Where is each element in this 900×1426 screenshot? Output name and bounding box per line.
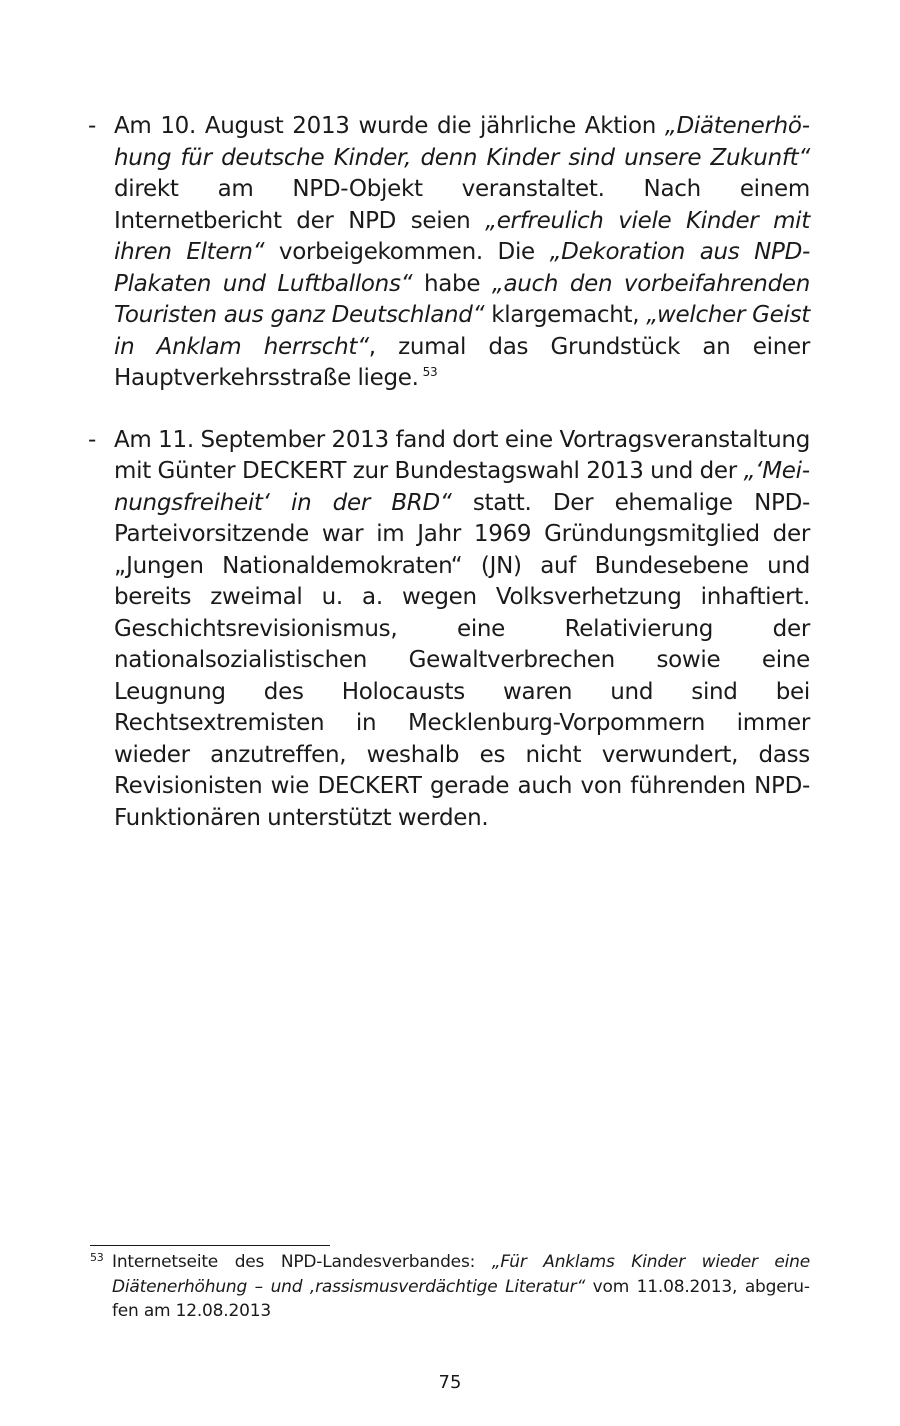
text-run: vorbeigekommen. Die xyxy=(264,239,550,265)
quote-run: „Diätenerhöhung für deutsche Kinder, denn Kinder sind unsere Zukunft“ xyxy=(114,113,810,171)
bullet-1-text xyxy=(114,113,810,391)
text-run: statt. Der ehemalige NPD-Parteivorsitzende war im Jahr 1969 Gründungsmitglied der „Jungen Nationaldemokraten“ (JN) auf Bundesebene und bereits zweimal u. a. wegen Volksverhetzung inhaftiert. Geschichtsrevisionismus, eine Relativierung der nationalsozialistischen Gewaltverbrechen sowie eine Leugnung des Holocausts waren und sind bei Rechtsextremisten in Mecklenburg-Vorpommern immer wieder anzutreffen, weshalb es nicht verwundert, dass Revisionisten wie DECKERT gerade auch von führenden NPD-Funktionären unterstützt werden. xyxy=(114,489,810,831)
quote-run: „erfreulich viele Kinder mit ihren Eltern“ xyxy=(114,207,810,265)
text-run: vom 11.08.2013, abgerufen am 12.08.2013 xyxy=(112,1276,810,1321)
text-run: direkt am NPD-Objekt veranstaltet. Nach einem Internetbericht der NPD seien xyxy=(114,176,810,234)
text-run: klargemacht, xyxy=(484,302,647,328)
bullet-marker: - xyxy=(88,113,96,139)
footnote-reference-53[interactable]: 53 xyxy=(422,365,438,379)
text-run: habe xyxy=(412,270,492,297)
quote-run: „auch den vorbeifahrenden Touristen aus ganz Deutschland“ xyxy=(114,270,810,328)
text-run: Am 11. September 2013 fand dort eine Vortragsveranstaltung mit Günter DECKERT zur Bundestagswahl 2013 und der xyxy=(114,426,810,484)
quote-run: „Dekoration aus NPD-Plakaten und Luftballons“ xyxy=(114,239,811,297)
bullet-item-2 xyxy=(88,425,810,835)
page-number: 75 xyxy=(438,1372,462,1393)
footnote-text xyxy=(112,1252,810,1321)
quote-run: „welcher Geist in Anklam herrscht“ xyxy=(114,302,810,360)
bullet-marker: - xyxy=(88,426,96,453)
quote-run: „‘Meinungsfreiheit‘ in der BRD“ xyxy=(114,458,810,516)
bullet-list xyxy=(88,111,810,864)
footnote-number: 53 xyxy=(90,1251,104,1264)
text-run: , zumal das Grundstück an einer Hauptverkehrsstraße liege. xyxy=(114,333,810,391)
text-run: Am 10. August 2013 wurde die jährliche Aktion xyxy=(114,113,665,139)
footnote-53 xyxy=(90,1250,810,1324)
quote-run: „Für Anklams Kinder wieder eine Diätenerhöhung – und ‚rassismusverdächtige Literatur“ xyxy=(112,1252,810,1297)
text-run: Internetseite des NPD-Landesverbandes: xyxy=(112,1252,492,1272)
footnote-separator xyxy=(90,1245,330,1246)
bullet-2-text xyxy=(114,427,810,831)
bullet-item-1 xyxy=(88,111,810,395)
